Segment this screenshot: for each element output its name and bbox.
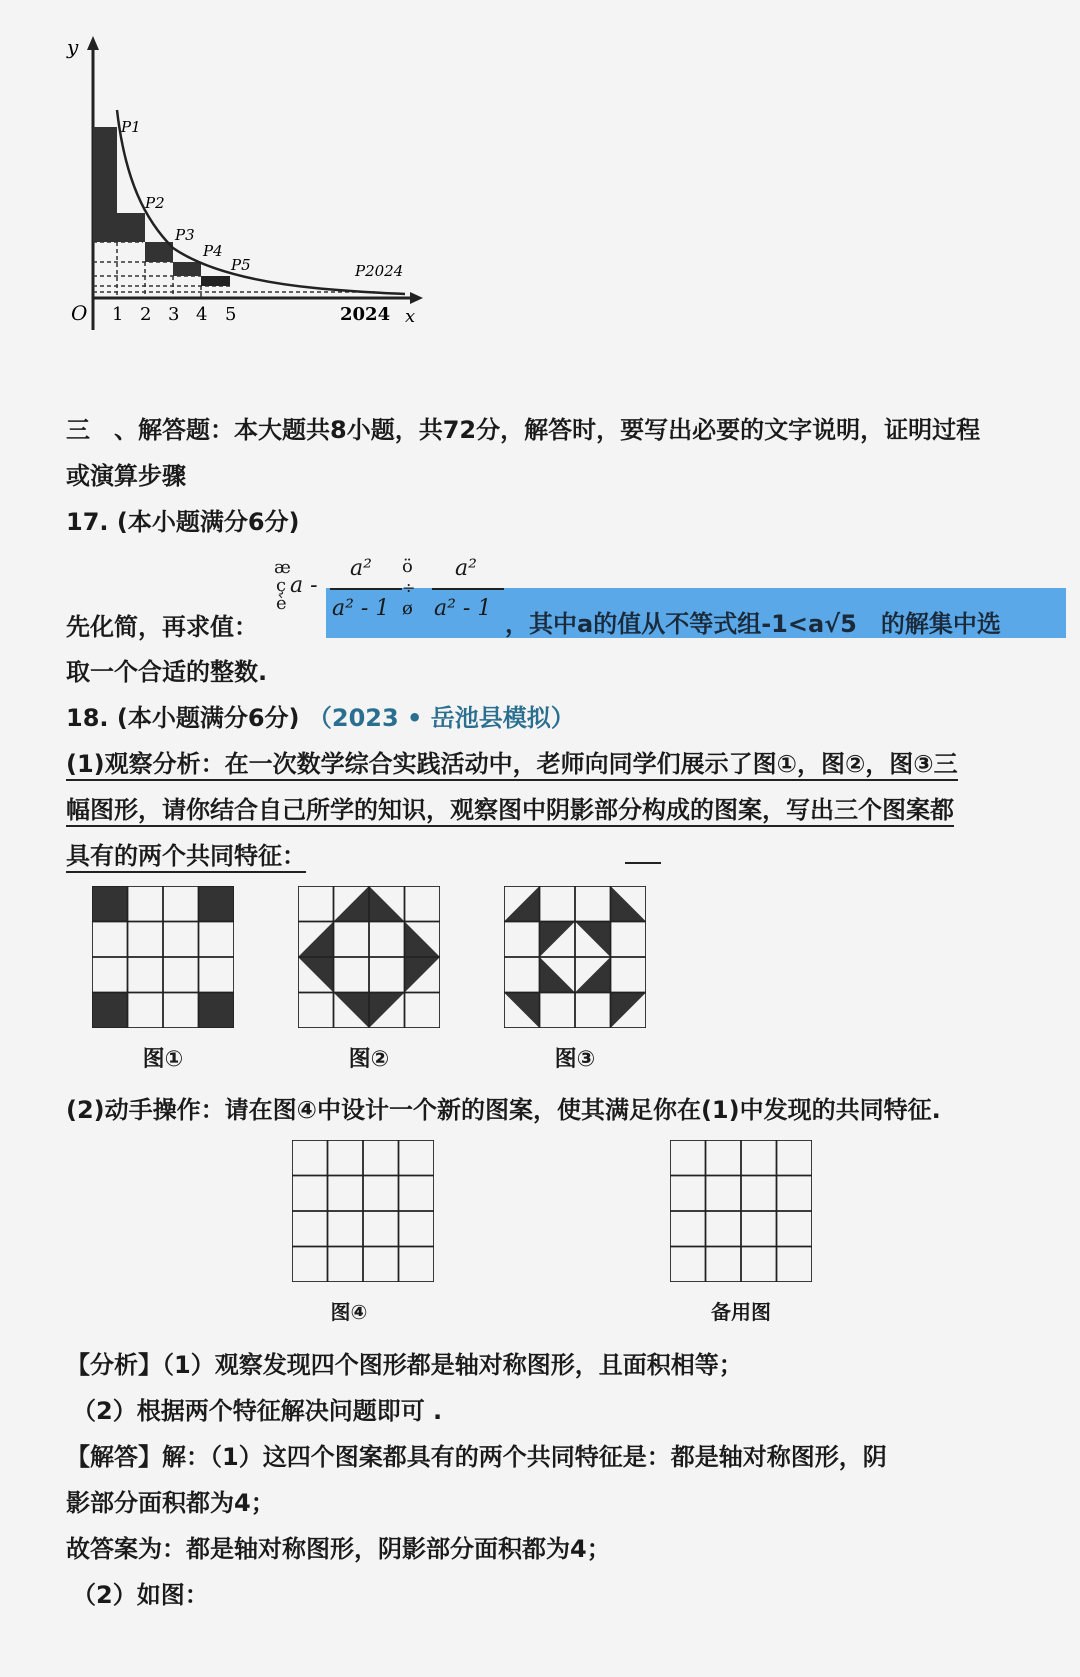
op-top: ö: [402, 556, 413, 577]
figure-3-caption: 图③: [554, 1047, 596, 1072]
x-tick: 1: [112, 304, 124, 325]
bracket-top: æ: [274, 557, 291, 578]
answer-line3: 故答案为：都是轴对称图形，阴影部分面积都为4；: [66, 1535, 611, 1563]
q18-p2: (2)动手操作：请在图④中设计一个新的图案，使其满足你在(1)中发现的共同特征.: [66, 1096, 941, 1124]
figure-1-caption: 图①: [142, 1047, 184, 1072]
frac2-numerator: a²: [455, 556, 477, 581]
formula-left-term: a -: [290, 573, 318, 598]
q17-prefix: 先化简，再求值：: [66, 613, 258, 641]
x-tick: 2: [140, 304, 152, 325]
figure-2: [298, 886, 440, 1028]
point-label: P1: [121, 118, 141, 136]
q18-p1-line2: 幅图形，请你结合自己所学的知识，观察图中阴影部分构成的图案，写出三个图案都: [66, 796, 954, 827]
frac1-bar: [330, 588, 402, 590]
figure-4-caption: 图④: [330, 1300, 368, 1324]
origin-label: O: [71, 301, 88, 325]
figure-3: [504, 886, 646, 1028]
spare-grid[interactable]: [670, 1140, 812, 1282]
q18-title-text: 18. (本小题满分6分): [66, 704, 300, 732]
figure-2-caption: 图②: [348, 1047, 390, 1072]
answer-label: 【解答】: [66, 1443, 162, 1471]
x-axis-label: x: [405, 306, 416, 327]
bracket-bot: è: [276, 593, 287, 614]
x-tick: 4: [196, 304, 208, 325]
figure-4-grid[interactable]: [292, 1140, 434, 1282]
section-heading-cont: 或演算步骤: [66, 462, 186, 490]
q17-title: 17. (本小题满分6分): [66, 508, 300, 536]
rect-2: [117, 213, 145, 242]
rect-1: [93, 127, 117, 242]
answer-line1: [66, 1437, 887, 1472]
section-heading: 三 、解答题：本大题共8小题，共72分，解答时，要写出必要的文字说明，证明过程: [66, 416, 981, 444]
point-label: P5: [231, 256, 251, 274]
figure-1: [92, 886, 234, 1028]
answer-line2: 影部分面积都为4；: [66, 1489, 275, 1517]
rect-4: [173, 262, 201, 276]
x-tick-end: 2024: [340, 304, 391, 325]
analysis-line2: （2）根据两个特征解决问题即可 .: [72, 1397, 443, 1425]
point-label: P3: [175, 226, 195, 244]
analysis-text1: （1）观察发现四个图形都是轴对称图形，且面积相等；: [162, 1351, 743, 1379]
rect-5: [201, 276, 230, 286]
point-label: P4: [203, 242, 223, 260]
op-bot: ø: [402, 598, 413, 619]
spare-caption: 备用图: [711, 1300, 771, 1324]
q18-title: [66, 698, 575, 733]
q18-source: （2023 • 岳池县模拟）: [307, 704, 575, 732]
analysis-label: 【分析】: [66, 1351, 162, 1379]
frac1-denominator: a² - 1: [332, 596, 390, 621]
point-label: P2024: [355, 262, 404, 280]
answer-text1: 解：（1）这四个图案都具有的两个共同特征是：都是轴对称图形，阴: [162, 1443, 887, 1471]
frac1-numerator: a²: [350, 556, 372, 581]
answer-blank: [625, 862, 661, 864]
curve-graph: [55, 30, 435, 350]
analysis-line1: [66, 1345, 743, 1380]
q18-p1-line1: (1)观察分析：在一次数学综合实践活动中，老师向同学们展示了图①，图②，图③三: [66, 750, 958, 781]
frac2-bar: [432, 588, 504, 590]
op-mid: ÷: [402, 578, 416, 597]
bracket-mid: ç: [276, 575, 287, 596]
answer-line4: （2）如图：: [72, 1581, 209, 1609]
x-tick: 5: [225, 304, 237, 325]
x-tick: 3: [168, 304, 180, 325]
y-axis-label: y: [67, 35, 79, 59]
frac2-denominator: a² - 1: [434, 596, 492, 621]
q18-p1-line3: 具有的两个共同特征：: [66, 842, 306, 873]
q17-line2: 取一个合适的整数.: [66, 658, 268, 686]
q17-condition: ，其中a的值从不等式组-1<a√5 的解集中选: [505, 610, 1001, 638]
point-label: P2: [145, 194, 165, 212]
